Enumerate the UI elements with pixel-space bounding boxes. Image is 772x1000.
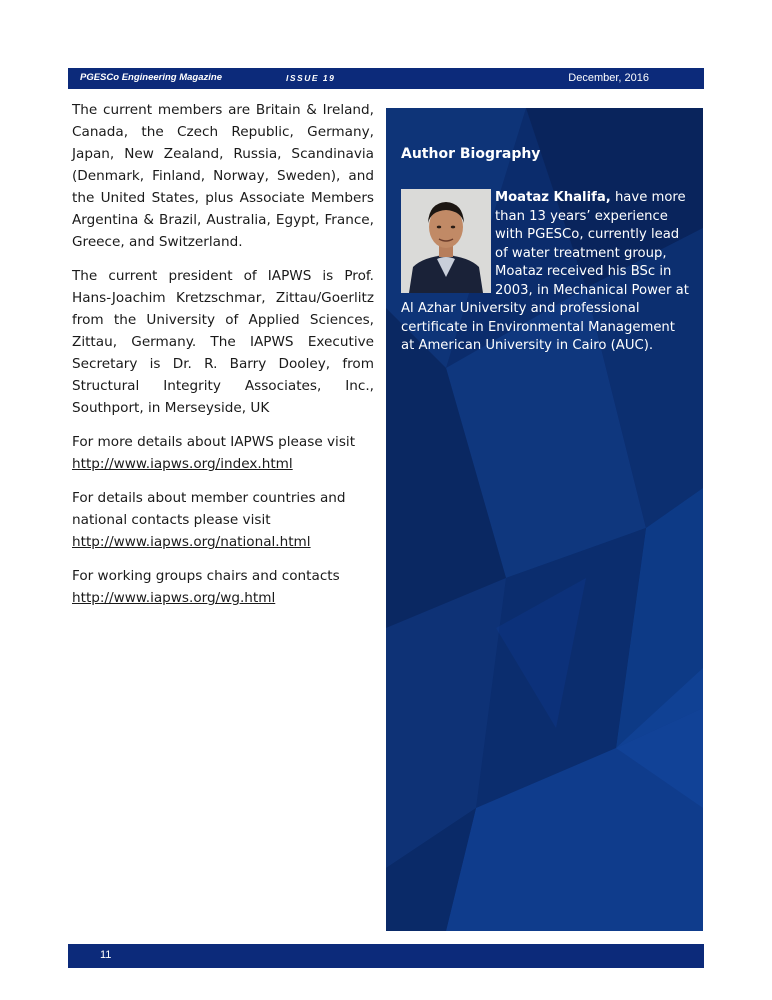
issue-date: December, 2016	[568, 72, 649, 84]
member-countries-paragraph	[72, 487, 374, 553]
working-groups-text: For working groups chairs and contacts	[72, 568, 340, 584]
iapws-details-text: For more details about IAPWS please visit	[72, 434, 356, 450]
iapws-index-link[interactable]: http://www.iapws.org/index.html	[72, 456, 293, 472]
issue-number: ISSUE 19	[286, 73, 336, 83]
bio-description: have more than 13 years’ experience with PGESCo, currently lead of water treatment group, Moataz received his BSc in 2003, in Mechanical Power at Al Azhar University and professional certificate in Environmental Management at American University in Cairo (AUC).	[401, 190, 689, 353]
page-number: 11	[100, 949, 112, 961]
bio-text-block	[401, 189, 691, 356]
footer-bar	[68, 944, 704, 968]
magazine-title: PGESCo Engineering Magazine	[80, 72, 222, 83]
member-countries-text: For details about member countries and national contacts please visit	[72, 490, 346, 528]
members-paragraph: The current members are Britain & Ireland, Canada, the Czech Republic, Germany, Japan, New Zealand, Russia, Scandinavia (Denmark, Finland, Norway, Sweden), and the United States, plus Associate Members Argentina & Brazil, Australia, Egypt, France, Greece, and Switzerland.	[72, 102, 374, 250]
iapws-details-paragraph	[72, 431, 374, 475]
author-name: Moataz Khalifa,	[495, 190, 611, 205]
iapws-wg-link[interactable]: http://www.iapws.org/wg.html	[72, 590, 276, 606]
iapws-national-link[interactable]: http://www.iapws.org/national.html	[72, 534, 311, 550]
header-bar	[68, 68, 704, 89]
author-biography-panel	[386, 108, 703, 931]
working-groups-paragraph	[72, 565, 374, 609]
bio-heading: Author Biography	[401, 146, 541, 162]
president-paragraph: The current president of IAPWS is Prof. Hans-Joachim Kretzschmar, Zittau/Goerlitz from the University of Applied Sciences, Zittau, Germany. The IAPWS Executive Secretary is Dr. R. Barry Dooley, from Structural Integrity Associates, Inc., Southport, in Merseyside, UK	[72, 268, 374, 416]
author-photo	[401, 189, 491, 293]
article-column	[72, 99, 374, 621]
